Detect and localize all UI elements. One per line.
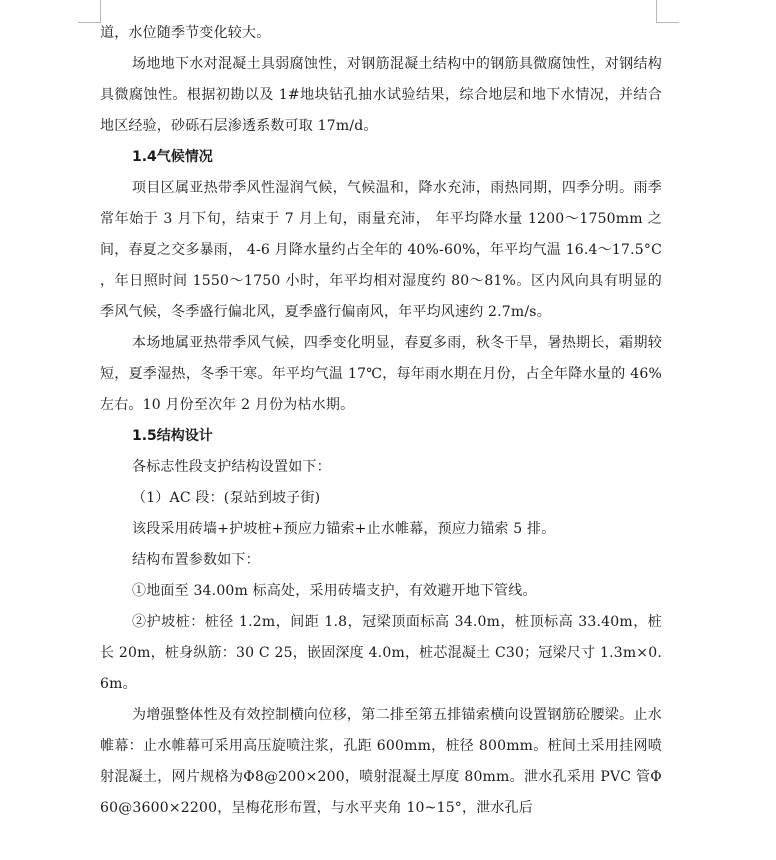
paragraph-climate-site: 本场地属亚热带季风气候，四季变化明显，春夏多雨，秋冬干旱，暑热期长，霜期较短，夏季湿热，冬季干寒。年平均气温 17℃，每年雨水期在月份，占全年降水量的 46%左右。10 月份至次年 2 月份为枯水期。 <box>100 335 662 413</box>
list-item-brick-wall: ①地面至 34.00m 标高处，采用砖墙支护，有效避开地下管线。 <box>132 583 537 599</box>
list-item-piles: ②护坡桩：桩径 1.2m，间距 1.8，冠梁顶面标高 34.0m，桩顶标高 33.40m，桩长 20m，桩身纵筋：30 C 25，嵌固深度 4.0m，桩芯混凝土 C30；冠梁尺寸 1.3m×0.6m。 <box>100 614 662 692</box>
paragraph-continuation: 道，水位随季节变化较大。 <box>100 25 271 41</box>
paragraph-section-ac: （1）AC 段：(泵站到坡子街) <box>132 490 321 506</box>
section-heading-structure: 1.5结构设计 <box>132 428 213 444</box>
paragraph-params-intro: 结构布置参数如下： <box>132 552 260 568</box>
paragraph-groundwater: 场地地下水对混凝土具弱腐蚀性，对钢筋混凝土结构中的钢筋具微腐蚀性，对钢结构具微腐蚀性。根据初勘以及 1#地块钻孔抽水试验结果，综合地层和地下水情况，并结合地区经验，砂砾石层渗透系数可取 17m/d。 <box>100 56 662 134</box>
paragraph-climate-region: 项目区属亚热带季风性湿润气候，气候温和，降水充沛，雨热同期，四季分明。雨季常年始于 3 月下旬，结束于 7 月上旬，雨量充沛， 年平均降水量 1200～1750mm 之间，春夏之交多暴雨， 4-6 月降水量约占全年的 40%-60%，年平均气温 16.4～17.5°C ，年日照时间 1550～1750 小时，年平均相对湿度约 80～81%。区内风向具有明显的季风气候，冬季盛行偏北风，夏季盛行偏南风，年平均风速约 2.7m/s。 <box>100 180 662 320</box>
paragraph-anchors-waterproof: 为增强整体性及有效控制横向位移，第二排至第五排锚索横向设置钢筋砼腰梁。止水帷幕：止水帷幕可采用高压旋喷注浆，孔距 600mm，桩径 800mm。桩间土采用挂网喷射混凝土，网片规格为Φ8@200×200，喷射混凝土厚度 80mm。泄水孔采用 PVC 管Φ60@3600×2200，呈梅花形布置，与水平夹角 10~15°，泄水孔后 <box>100 707 662 816</box>
section-heading-climate: 1.4气候情况 <box>132 149 213 165</box>
paragraph-support-intro: 各标志性段支护结构设置如下： <box>132 459 331 475</box>
page-corner-mark-left <box>78 0 101 23</box>
document-body <box>100 18 662 824</box>
paragraph-section-method: 该段采用砖墙+护坡桩+预应力锚索+止水帷幕，预应力锚索 5 排。 <box>132 521 556 537</box>
